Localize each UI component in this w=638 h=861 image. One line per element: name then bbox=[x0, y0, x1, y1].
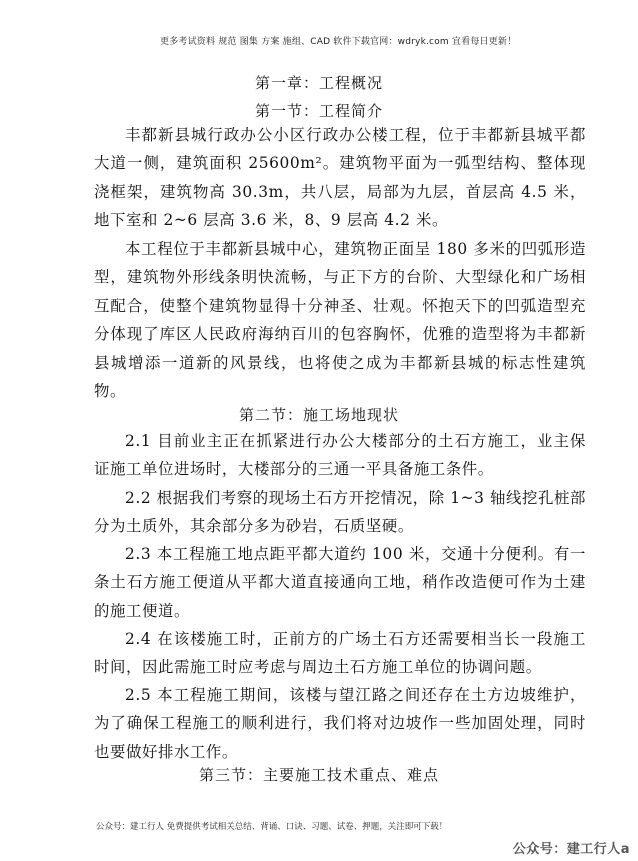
header-banner: 更多考试资料 规范 图集 方案 施组、CAD 软件下载官网：wdryk.com 宜看每日更新！ bbox=[160, 37, 517, 47]
paragraph: 2.4 在该楼施工时，正前方的广场土石方还需要相当长一段施工时间，因此需施工时应考虑与周边土石方施工单位的协调问题。 bbox=[94, 630, 586, 677]
section1-title: 第一节：工程简介 bbox=[254, 102, 383, 120]
paragraph: 2.3 本工程施工地点距平都大道约 100 米，交通十分便利。有一条土石方施工便道从平都大道直接通向工地，稍作改造便可作为土建的施工便道。 bbox=[94, 545, 586, 620]
paragraph: 2.2 根据我们考察的现场土石方开挖情况，除 1~3 轴线挖孔桩部分为土质外，其余部分多为砂岩，石质坚硬。 bbox=[94, 489, 586, 536]
paragraph: 丰都新县城行政办公小区行政办公楼工程，位于丰都新县城平都大道一侧，建筑面积 25600m²。建筑物平面为一弧型结构、整体现浇框架，建筑物高 30.3m，共八层，局部为九层，首层高 4.5 米，地下室和 2~6 层高 3.6 米，8、9 层高 4.2 米。 bbox=[94, 126, 586, 230]
paragraph: 2.1 目前业主正在抓紧进行办公大楼部分的土石方施工，业主保证施工单位进场时，大楼部分的三通一平具备施工条件。 bbox=[94, 432, 586, 479]
section2-title: 第二节：施工场地现状 bbox=[238, 406, 399, 424]
chapter-title: 第一章：工程概况 bbox=[254, 74, 383, 92]
paragraph: 本工程位于丰都新县城中心，建筑物正面呈 180 多米的凹弧形造型，建筑物外形线条明快流畅，与正下方的台阶、大型绿化和广场相互配合，使整个建筑物显得十分神圣、壮观。怀抱天下的凹弧造型充分体现了库区人民政府海纳百川的包容胸怀，优雅的造型将为丰都新县城增添一道新的风景线，也将使之成为丰都新县城的标志性建筑物。 bbox=[94, 240, 586, 401]
paragraph: 2.5 本工程施工期间，该楼与望江路之间还存在土方边坡维护，为了确保工程施工的顺利进行，我们将对边坡作一些加固处理，同时也要做好排水工作。 bbox=[94, 686, 586, 761]
watermark: 公众号：建工行人a bbox=[512, 842, 630, 857]
footer-note: 公众号：建工行人 免费提供考试相关总结、背诵、口诀、习题、试卷、押题，关注即可下载！ bbox=[96, 822, 448, 832]
section3-title: 第三节：主要施工技术重点、难点 bbox=[198, 766, 439, 784]
